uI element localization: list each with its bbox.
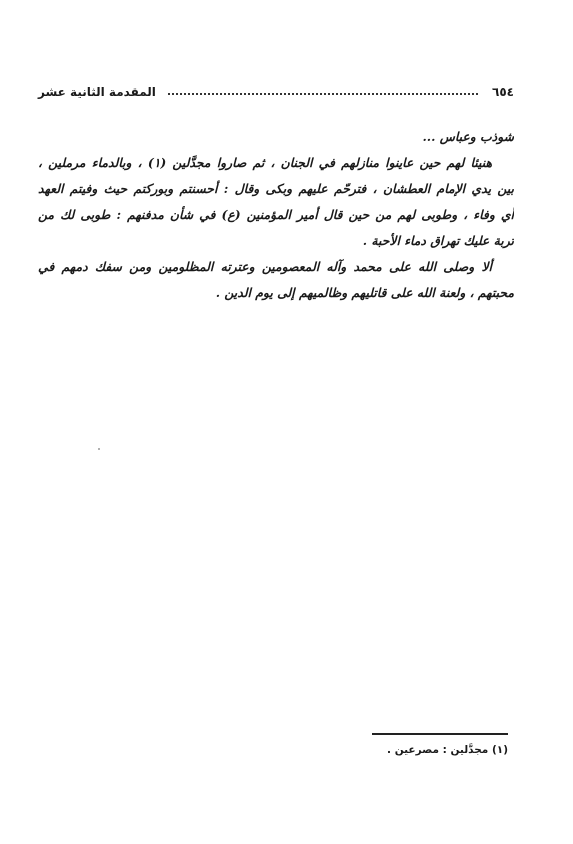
scan-speck (98, 448, 100, 450)
footnote: (١) مجدَّلين : مصرعين . (387, 744, 508, 756)
text-line: ألا وصلى الله على محمد وآله المعصومين وعترته المظلومين ومن سفك دمهم في (38, 259, 492, 274)
body-text (38, 124, 514, 306)
text-line: بين يدي الإمام العطشان ، فترحّم عليهم وبكى وقال : أحسنتم وبوركتم حيث وفيتم العهد (38, 181, 514, 196)
text-line: شوذب وعباس ... (422, 129, 514, 144)
page-header (38, 82, 514, 102)
text-line: تربة عليك تهراق دماء الأحبة . (362, 233, 514, 248)
text-line: محبتهم ، ولعنة الله على قاتليهم وظالميهم إلى يوم الدين . (215, 285, 514, 300)
header-dotted-leader (168, 93, 478, 95)
text-line: هنيئا لهم حين عاينوا منازلهم في الجنان ، ثم صاروا مجدَّلين (١) ، وبالدماء مرملين ، (38, 155, 492, 170)
page-number: ٦٥٤ (492, 85, 514, 99)
text-line: أي وفاء ، وطوبى لهم من حين قال أمير المؤمنين (ع) في شأن مدفنهم : طوبى لك من (38, 207, 514, 222)
footnote-separator (372, 733, 508, 735)
running-title: المقدمة الثانية عشر (38, 85, 156, 99)
